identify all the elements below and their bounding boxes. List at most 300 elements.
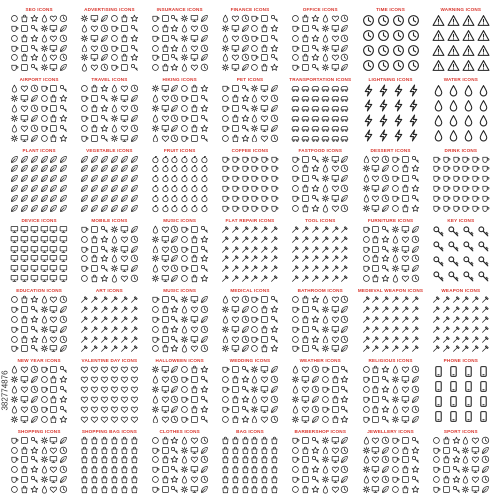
- clock-icon: [340, 14, 349, 23]
- key-icon: [241, 104, 250, 113]
- leaf-icon: [10, 204, 19, 213]
- tool-icon: [391, 295, 400, 304]
- leaf-icon: [411, 395, 420, 404]
- star-icon: [170, 436, 179, 445]
- tool-icon: [100, 344, 109, 353]
- leaf-icon: [20, 204, 29, 213]
- drop-icon: [321, 446, 330, 455]
- leaf-icon: [30, 184, 39, 193]
- star-icon: [100, 254, 109, 263]
- bag-icon: [270, 446, 279, 455]
- bag-icon: [231, 485, 240, 494]
- cup-icon: [452, 164, 461, 173]
- drop-icon: [180, 44, 189, 53]
- tool-icon: [80, 315, 89, 324]
- cup-icon: [270, 155, 279, 164]
- tool-icon: [270, 245, 279, 254]
- bag-icon: [371, 365, 380, 374]
- tool-icon: [80, 335, 89, 344]
- icon-set-grid: [10, 84, 68, 140]
- star-icon: [311, 204, 320, 213]
- tool-icon: [340, 274, 349, 283]
- bag-icon: [231, 94, 240, 103]
- gear-icon: [151, 405, 160, 414]
- heart-icon: [301, 405, 310, 414]
- icon-set-title: PLANT ICONS: [22, 147, 56, 153]
- heart-icon: [90, 385, 99, 394]
- tool-icon: [110, 325, 119, 334]
- icon-set-title: INSURANCE ICONS: [156, 7, 203, 12]
- key-icon: [170, 34, 179, 43]
- car-icon: [291, 114, 300, 123]
- bag-icon: [401, 164, 410, 173]
- gear-icon: [321, 174, 330, 183]
- tool-icon: [100, 315, 109, 324]
- drop-icon: [110, 235, 119, 244]
- gear-icon: [151, 274, 160, 283]
- clock-icon: [340, 335, 349, 344]
- icon-set-title: JEWELLERY ICONS: [367, 428, 414, 434]
- drop-icon: [110, 104, 119, 113]
- device-icon: [59, 225, 68, 234]
- bag-icon: [301, 465, 310, 474]
- heart-icon: [49, 315, 58, 324]
- heart-icon: [371, 475, 380, 484]
- cup-icon: [10, 24, 19, 33]
- drop-icon: [180, 24, 189, 33]
- device-icon: [471, 446, 480, 455]
- leaf-icon: [270, 84, 279, 93]
- cup-icon: [231, 194, 240, 203]
- key-icon: [462, 225, 475, 238]
- bag-icon: [110, 485, 119, 494]
- star-icon: [241, 415, 250, 424]
- cup-icon: [250, 155, 259, 164]
- bag-icon: [161, 344, 170, 353]
- icon-set-grid: [221, 84, 279, 140]
- leaf-icon: [130, 174, 139, 183]
- device-icon: [90, 34, 99, 43]
- car-icon: [340, 134, 349, 143]
- key-icon: [200, 134, 209, 143]
- cup-icon: [432, 174, 441, 183]
- leaf-icon: [20, 155, 29, 164]
- square-icon: [401, 155, 410, 164]
- square-icon: [442, 446, 451, 455]
- star-icon: [130, 14, 139, 23]
- cup-icon: [250, 184, 259, 193]
- heart-icon: [371, 174, 380, 183]
- bolt-icon: [362, 84, 375, 97]
- gear-icon: [80, 53, 89, 62]
- tool-icon: [371, 305, 380, 314]
- drop-icon: [40, 335, 49, 344]
- device-icon: [49, 235, 58, 244]
- bag-icon: [401, 204, 410, 213]
- icon-set-48: [357, 428, 423, 494]
- bag-icon: [190, 104, 199, 113]
- tool-icon: [130, 305, 139, 314]
- bag-icon: [231, 455, 240, 464]
- clock-icon: [381, 455, 390, 464]
- icon-set-grid: [10, 365, 68, 421]
- phone-icon: [432, 380, 445, 393]
- tool-icon: [371, 325, 380, 334]
- square-icon: [371, 375, 380, 384]
- bag-icon: [301, 164, 310, 173]
- cup-icon: [250, 204, 259, 213]
- key-icon: [30, 436, 39, 445]
- tool-icon: [250, 254, 259, 263]
- leaf-icon: [130, 225, 139, 234]
- fruit-icon: [170, 184, 179, 193]
- bag-icon: [20, 295, 29, 304]
- icon-set-41: [357, 357, 423, 423]
- star-icon: [170, 344, 179, 353]
- icon-set-2: [76, 6, 142, 72]
- icon-set-grid: [10, 225, 68, 281]
- cup-icon: [391, 155, 400, 164]
- bag-icon: [190, 405, 199, 414]
- circle-icon: [221, 375, 230, 384]
- square-icon: [401, 455, 410, 464]
- phone-icon: [477, 380, 490, 393]
- square-icon: [20, 305, 29, 314]
- circle-icon: [250, 24, 259, 33]
- leaf-icon: [10, 174, 19, 183]
- heart-icon: [120, 365, 129, 374]
- icon-set-25: [217, 217, 283, 283]
- gear-icon: [221, 305, 230, 314]
- square-icon: [260, 53, 269, 62]
- drop-icon: [250, 94, 259, 103]
- bag-icon: [231, 475, 240, 484]
- icon-set-20: [357, 147, 423, 213]
- heart-icon: [371, 436, 380, 445]
- cup-icon: [270, 164, 279, 173]
- tool-icon: [311, 254, 320, 263]
- tool-icon: [461, 305, 470, 314]
- gear-icon: [321, 436, 330, 445]
- icon-set-grid: [80, 14, 138, 70]
- heart-icon: [110, 405, 119, 414]
- fruit-icon: [180, 174, 189, 183]
- clock-icon: [241, 34, 250, 43]
- tool-icon: [231, 264, 240, 273]
- icon-set-title: WEAPON ICONS: [441, 288, 481, 294]
- device-icon: [120, 114, 129, 123]
- cup-icon: [250, 194, 259, 203]
- tool-icon: [80, 305, 89, 314]
- leaf-icon: [100, 14, 109, 23]
- leaf-icon: [381, 446, 390, 455]
- gear-icon: [10, 94, 19, 103]
- drop-icon: [432, 99, 445, 112]
- cup-icon: [270, 194, 279, 203]
- icon-set-grid: [221, 365, 279, 421]
- key-icon: [311, 344, 320, 353]
- tool-icon: [80, 344, 89, 353]
- bag-icon: [49, 375, 58, 384]
- tool-icon: [381, 305, 390, 314]
- circle-icon: [291, 53, 300, 62]
- circle-icon: [291, 335, 300, 344]
- heart-icon: [80, 365, 89, 374]
- icon-set-grid: [151, 14, 209, 70]
- leaf-icon: [59, 174, 68, 183]
- circle-icon: [362, 274, 371, 283]
- icon-set-grid: [221, 436, 279, 492]
- gear-icon: [321, 155, 330, 164]
- icon-set-title: MEDICAL ICONS: [230, 288, 270, 294]
- tool-icon: [221, 264, 230, 273]
- circle-icon: [291, 485, 300, 494]
- cup-icon: [151, 315, 160, 324]
- cup-icon: [180, 375, 189, 384]
- drop-icon: [362, 174, 371, 183]
- bag-icon: [231, 375, 240, 384]
- icon-set-title: TIME ICONS: [376, 7, 405, 12]
- cup-icon: [452, 174, 461, 183]
- drop-icon: [151, 264, 160, 273]
- device-icon: [231, 63, 240, 72]
- icon-set-title: SHOPPING ICONS: [17, 428, 61, 434]
- clock-icon: [170, 225, 179, 234]
- drop-icon: [321, 14, 330, 23]
- cup-icon: [231, 174, 240, 183]
- device-icon: [49, 264, 58, 273]
- gear-icon: [180, 446, 189, 455]
- leaf-icon: [10, 155, 19, 164]
- car-icon: [301, 104, 310, 113]
- drop-icon: [250, 134, 259, 143]
- clock-icon: [241, 53, 250, 62]
- gear-icon: [321, 24, 330, 33]
- key-icon: [30, 44, 39, 53]
- star-icon: [340, 375, 349, 384]
- cup-icon: [40, 124, 49, 133]
- tool-icon: [481, 344, 490, 353]
- circle-icon: [250, 325, 259, 334]
- icon-set-49: [428, 428, 494, 494]
- bolt-icon: [362, 114, 375, 127]
- key-icon: [477, 225, 490, 238]
- tool-icon: [381, 344, 390, 353]
- drop-icon: [391, 235, 400, 244]
- bag-icon: [241, 485, 250, 494]
- star-icon: [411, 446, 420, 455]
- bag-icon: [221, 446, 230, 455]
- clock-icon: [392, 59, 405, 72]
- tool-icon: [432, 325, 441, 334]
- leaf-icon: [80, 184, 89, 193]
- cup-icon: [362, 375, 371, 384]
- key-icon: [452, 446, 461, 455]
- bag-icon: [260, 485, 269, 494]
- clock-icon: [381, 475, 390, 484]
- gear-icon: [221, 44, 230, 53]
- heart-icon: [20, 104, 29, 113]
- key-icon: [270, 14, 279, 23]
- drop-icon: [321, 315, 330, 324]
- gear-icon: [40, 325, 49, 334]
- fruit-icon: [161, 194, 170, 203]
- square-icon: [161, 34, 170, 43]
- bag-icon: [100, 436, 109, 445]
- clock-icon: [340, 446, 349, 455]
- bag-icon: [90, 475, 99, 484]
- star-icon: [311, 53, 320, 62]
- clock-icon: [241, 335, 250, 344]
- cup-icon: [221, 164, 230, 173]
- drop-icon: [362, 455, 371, 464]
- leaf-icon: [49, 204, 58, 213]
- warning-icon: [432, 29, 445, 42]
- bag-icon: [221, 436, 230, 445]
- gear-icon: [321, 44, 330, 53]
- circle-icon: [432, 475, 441, 484]
- device-icon: [49, 475, 58, 484]
- drop-icon: [221, 53, 230, 62]
- icon-set-grid: [432, 14, 490, 70]
- tool-icon: [80, 295, 89, 304]
- icon-set-10: [147, 76, 213, 142]
- car-icon: [321, 134, 330, 143]
- bolt-icon: [392, 114, 405, 127]
- icon-set-grid: [291, 295, 349, 351]
- drop-icon: [151, 395, 160, 404]
- circle-icon: [10, 295, 19, 304]
- warning-icon: [447, 59, 460, 72]
- gear-icon: [221, 325, 230, 334]
- cup-icon: [481, 174, 490, 183]
- star-icon: [381, 235, 390, 244]
- device-icon: [260, 405, 269, 414]
- cup-icon: [151, 34, 160, 43]
- star-icon: [270, 344, 279, 353]
- star-icon: [130, 34, 139, 43]
- star-icon: [59, 415, 68, 424]
- gear-icon: [151, 385, 160, 394]
- gear-icon: [180, 14, 189, 23]
- tool-icon: [471, 305, 480, 314]
- icon-set-grid: [432, 155, 490, 211]
- leaf-icon: [30, 94, 39, 103]
- tool-icon: [321, 245, 330, 254]
- icon-set-1: [6, 6, 72, 72]
- star-icon: [130, 53, 139, 62]
- leaf-icon: [49, 174, 58, 183]
- circle-icon: [110, 53, 119, 62]
- clock-icon: [59, 34, 68, 43]
- key-icon: [462, 255, 475, 268]
- leaf-icon: [481, 446, 490, 455]
- gear-icon: [321, 455, 330, 464]
- heart-icon: [471, 455, 480, 464]
- square-icon: [371, 225, 380, 234]
- heart-icon: [260, 114, 269, 123]
- icon-set-title: SHOPPING BAG ICONS: [81, 428, 137, 434]
- leaf-icon: [30, 174, 39, 183]
- gear-icon: [180, 34, 189, 43]
- gear-icon: [180, 53, 189, 62]
- square-icon: [260, 14, 269, 23]
- icon-set-grid: [362, 365, 420, 421]
- device-icon: [10, 225, 19, 234]
- square-icon: [161, 335, 170, 344]
- clock-icon: [241, 295, 250, 304]
- circle-icon: [362, 365, 371, 374]
- cup-icon: [110, 44, 119, 53]
- icon-set-8: [6, 76, 72, 142]
- bag-icon: [90, 254, 99, 263]
- clock-icon: [411, 365, 420, 374]
- phone-icon: [462, 365, 475, 378]
- tool-icon: [331, 264, 340, 273]
- circle-icon: [40, 114, 49, 123]
- clock-icon: [200, 305, 209, 314]
- tool-icon: [340, 225, 349, 234]
- bag-icon: [161, 24, 170, 33]
- leaf-icon: [59, 164, 68, 173]
- leaf-icon: [130, 155, 139, 164]
- leaf-icon: [100, 204, 109, 213]
- tool-icon: [260, 225, 269, 234]
- gear-icon: [110, 114, 119, 123]
- tool-icon: [481, 295, 490, 304]
- star-icon: [241, 375, 250, 384]
- heart-icon: [190, 455, 199, 464]
- key-icon: [311, 436, 320, 445]
- leaf-icon: [80, 155, 89, 164]
- device-icon: [260, 84, 269, 93]
- cup-icon: [241, 184, 250, 193]
- bag-icon: [241, 465, 250, 474]
- cup-icon: [180, 264, 189, 273]
- tool-icon: [311, 235, 320, 244]
- leaf-icon: [59, 24, 68, 33]
- tool-icon: [110, 315, 119, 324]
- key-icon: [381, 415, 390, 424]
- circle-icon: [180, 84, 189, 93]
- device-icon: [49, 455, 58, 464]
- gear-icon: [80, 14, 89, 23]
- circle-icon: [151, 63, 160, 72]
- tool-icon: [250, 225, 259, 234]
- fruit-icon: [161, 164, 170, 173]
- device-icon: [20, 274, 29, 283]
- bag-icon: [260, 475, 269, 484]
- leaf-icon: [59, 204, 68, 213]
- stock-watermark: [0, 300, 10, 480]
- tool-icon: [231, 235, 240, 244]
- cup-icon: [180, 415, 189, 424]
- phone-icon: [477, 410, 490, 423]
- bag-icon: [90, 274, 99, 283]
- car-icon: [340, 124, 349, 133]
- bag-icon: [260, 24, 269, 33]
- leaf-icon: [270, 385, 279, 394]
- gear-icon: [291, 415, 300, 424]
- circle-icon: [40, 134, 49, 143]
- leaf-icon: [130, 184, 139, 193]
- phone-icon: [432, 410, 445, 423]
- tool-icon: [301, 235, 310, 244]
- cup-icon: [40, 385, 49, 394]
- clock-icon: [59, 53, 68, 62]
- bag-icon: [301, 204, 310, 213]
- device-icon: [301, 415, 310, 424]
